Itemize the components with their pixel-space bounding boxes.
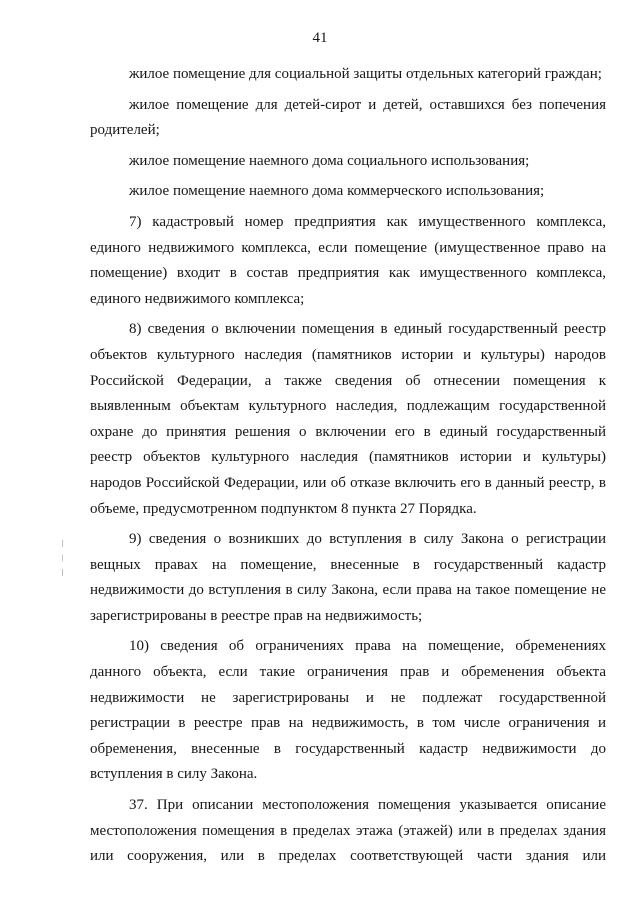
paragraph-orphans: жилое помещение для детей-сирот и детей, оставшихся без попечения родителей;: [90, 96, 606, 139]
paragraph-social-protection: жилое помещение для социальной защиты отдельных категорий граждан;: [129, 66, 602, 82]
paragraph-item-9: 9) сведения о возникших до вступления в силу Закона о регистрации вещных правах на помещение, внесенные в государственный кадастр недвижимости до вступления в силу Закона, если права на такое помещение не зарегистрированы в реестре прав на недвижимость;: [90, 531, 606, 624]
paragraph-commercial-rental: жилое помещение наемного дома коммерческого использования;: [129, 183, 545, 200]
document-body: [90, 62, 606, 870]
paragraph-item-37: 37. При описании местоположения помещения указывается описание местоположения помещения в пределах этажа (этажей) или в пределах здания или сооружения, или в пределах соответствующей части здания или: [90, 797, 606, 865]
paragraph-item-8: 8) сведения о включении помещения в единый государственный реестр объектов культурного наследия (памятников истории и культуры) народов Российской Федерации, а также сведения об отнесении помещения к выявленным объектам культурного наследия, подлежащим государственной охране до принятия решения о включении его в единый государственный реестр объектов культурного наследия (памятников истории и культуры) народов Российской Федерации, или об отказе включить его в данный реестр, в объеме, предусмотренном подпунктом 8 пункта 27 Порядка.: [90, 321, 606, 517]
scan-edge-mark: [62, 540, 63, 576]
paragraph-item-7: 7) кадастровый номер предприятия как имущественного комплекса, единого недвижимого комплекса, если помещение (имущественное право на помещение) входит в состав предприятия как имущественного комплекса, единого недвижимого комплекса;: [90, 213, 606, 307]
page-number: 41: [312, 30, 328, 46]
paragraph-item-10: 10) сведения об ограничениях права на помещение, обременениях данного объекта, если такие ограничения прав и обременения объекта недвижимости не зарегистрированы и не подлежат государственной регистрации в реестре прав на недвижимость, в том числе ограничения и обременения, внесенные в государственный кадастр недвижимости до вступления в силу Закона.: [90, 638, 606, 783]
paragraph-social-rental: жилое помещение наемного дома социального использования;: [129, 152, 530, 169]
